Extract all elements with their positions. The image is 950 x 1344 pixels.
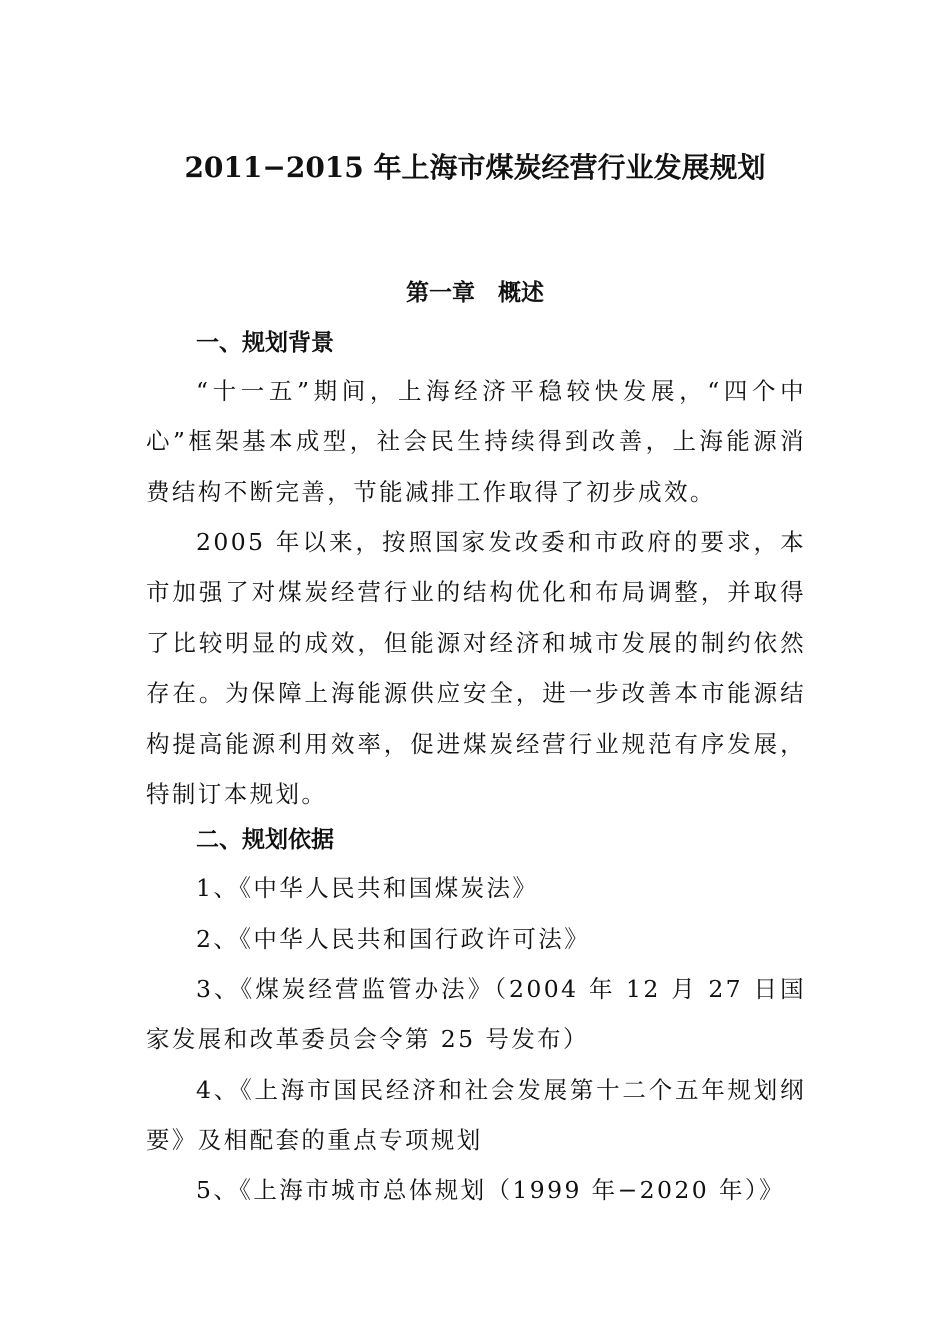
basis-list-item-4: 4、《上海市国民经济和社会发展第十二个五年规划纲要》及相配套的重点专项规划 [146,1076,806,1155]
basis-list-item-2: 2、《中华人民共和国行政许可法》 [196,925,591,953]
paragraph-background-1: “十一五”期间，上海经济平稳较快发展，“四个中心”框架基本成型，社会民生持续得到改善，上海能源消费结构不断完善，节能减排工作取得了初步成效。 [146,377,806,506]
basis-list-item-1: 1、《中华人民共和国煤炭法》 [196,874,539,902]
document-title: 2011−2015 年上海市煤炭经营行业发展规划 [184,151,766,184]
basis-list-item-5: 5、《上海市城市总体规划（1999 年−2020 年）》 [196,1176,785,1204]
paragraph-background-2: 2005 年以来，按照国家发改委和市政府的要求，本市加强了对煤炭经营行业的结构优化和布局调整，并取得了比较明显的成效，但能源对经济和城市发展的制约依然存在。为保障上海能源供应安全，进一步改善本市能源结构提高能源利用效率，促进煤炭经营行业规范有序发展，特制订本规划。 [146,528,806,809]
basis-list-item-3: 3、《煤炭经营监管办法》（2004 年 12 月 27 日国家发展和改革委员会令第 25 号发布） [146,975,806,1054]
section-heading-background: 一、规划背景 [196,330,334,356]
chapter-heading: 第一章 概述 [406,280,544,306]
section-heading-basis: 二、规划依据 [196,827,334,853]
